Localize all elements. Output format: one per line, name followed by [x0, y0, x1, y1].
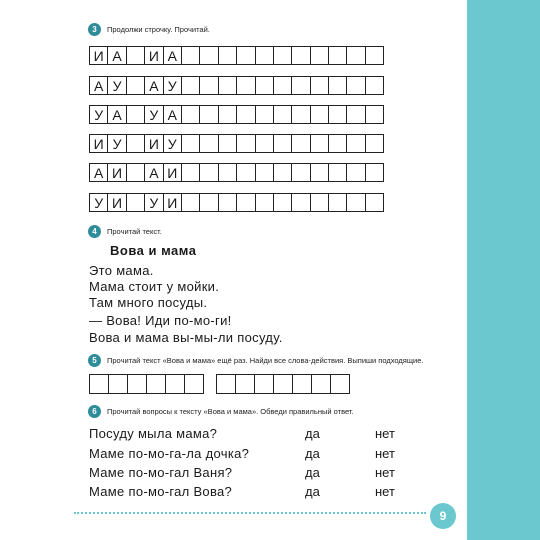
answer-no[interactable]: нет: [375, 484, 395, 499]
grid-cell[interactable]: [273, 76, 292, 95]
grid-cell[interactable]: [346, 163, 365, 182]
answer-box[interactable]: [184, 374, 204, 394]
grid-cell[interactable]: У: [107, 134, 126, 153]
grid-cell[interactable]: [346, 193, 365, 212]
grid-cell[interactable]: [365, 163, 384, 182]
grid-cell[interactable]: [310, 76, 329, 95]
grid-cell[interactable]: [291, 46, 310, 65]
grid-cell[interactable]: [181, 76, 200, 95]
grid-cell[interactable]: [218, 105, 237, 124]
grid-cell[interactable]: [236, 76, 255, 95]
grid-cell[interactable]: [181, 163, 200, 182]
grid-cell[interactable]: [328, 163, 347, 182]
grid-cell[interactable]: У: [144, 193, 163, 212]
story-line: Вова и мама вы-мы-ли посуду.: [89, 330, 283, 345]
grid-cell[interactable]: [126, 46, 145, 65]
grid-cell[interactable]: [310, 193, 329, 212]
grid-cell[interactable]: [365, 193, 384, 212]
grid-cell[interactable]: И: [144, 46, 163, 65]
grid-cell[interactable]: [255, 134, 274, 153]
grid-cell[interactable]: [328, 46, 347, 65]
task-instruction: Прочитай вопросы к тексту «Вова и мама». Обведи правильный ответ.: [107, 407, 354, 416]
grid-cell[interactable]: [365, 46, 384, 65]
grid-cell[interactable]: [255, 105, 274, 124]
grid-cell[interactable]: [291, 105, 310, 124]
task-number-badge: 5: [88, 354, 101, 367]
grid-cell[interactable]: [199, 163, 218, 182]
task-number-badge: 3: [88, 23, 101, 36]
grid-cell[interactable]: [310, 163, 329, 182]
grid-cell[interactable]: [236, 46, 255, 65]
grid-cell[interactable]: [365, 76, 384, 95]
answer-boxes-right: [216, 374, 350, 394]
grid-cell[interactable]: А: [163, 105, 182, 124]
grid-cell[interactable]: А: [107, 46, 126, 65]
grid-cell[interactable]: [199, 76, 218, 95]
grid-cell[interactable]: [236, 134, 255, 153]
grid-cell[interactable]: [199, 105, 218, 124]
grid-cell[interactable]: [291, 163, 310, 182]
grid-cell[interactable]: [199, 134, 218, 153]
grid-cell[interactable]: И: [107, 193, 126, 212]
grid-cell[interactable]: [255, 193, 274, 212]
answer-yes[interactable]: да: [305, 465, 320, 480]
grid-cell[interactable]: [255, 163, 274, 182]
grid-cell[interactable]: [218, 193, 237, 212]
grid-cell[interactable]: [181, 46, 200, 65]
grid-cell[interactable]: У: [107, 76, 126, 95]
grid-cell[interactable]: А: [144, 163, 163, 182]
task-instruction: Продолжи строчку. Прочитай.: [107, 25, 210, 34]
grid-cell[interactable]: [310, 46, 329, 65]
grid-cell[interactable]: [346, 105, 365, 124]
answer-box[interactable]: [235, 374, 255, 394]
answer-yes[interactable]: да: [305, 484, 320, 499]
dotted-divider: [74, 512, 426, 514]
grid-cell[interactable]: [181, 134, 200, 153]
grid-cell[interactable]: И: [89, 134, 108, 153]
task-4-header: [88, 225, 162, 238]
answer-box[interactable]: [311, 374, 331, 394]
grid-cell[interactable]: А: [89, 163, 108, 182]
grid-cell[interactable]: [126, 193, 145, 212]
grid-cell[interactable]: [365, 134, 384, 153]
grid-cell[interactable]: У: [144, 105, 163, 124]
grid-cell[interactable]: [236, 193, 255, 212]
grid-cell[interactable]: А: [144, 76, 163, 95]
grid-row: [89, 134, 384, 153]
grid-cell[interactable]: [126, 163, 145, 182]
answer-box[interactable]: [292, 374, 312, 394]
grid-row: [89, 76, 384, 95]
grid-cell[interactable]: [346, 76, 365, 95]
grid-cell[interactable]: [126, 105, 145, 124]
grid-cell[interactable]: [218, 134, 237, 153]
grid-cell[interactable]: А: [163, 46, 182, 65]
grid-cell[interactable]: И: [89, 46, 108, 65]
grid-cell[interactable]: [273, 163, 292, 182]
answer-box[interactable]: [165, 374, 185, 394]
grid-cell[interactable]: [199, 46, 218, 65]
page-number: 9: [430, 503, 456, 529]
grid-cell[interactable]: [181, 105, 200, 124]
task-6-header: [88, 405, 354, 418]
task-instruction: Прочитай текст «Вова и мама» ещё раз. Найди все слова-действия. Выпиши подходящие.: [107, 356, 424, 365]
grid-cell[interactable]: [218, 76, 237, 95]
story-title: Вова и мама: [110, 243, 197, 258]
answer-no[interactable]: нет: [375, 446, 395, 461]
answer-boxes-left: [89, 374, 204, 394]
grid-cell[interactable]: И: [107, 163, 126, 182]
grid-cell[interactable]: И: [163, 163, 182, 182]
question-text: Маме по-мо-гал Вова?: [89, 484, 233, 499]
question-text: Маме по-мо-га-ла дочка?: [89, 446, 250, 461]
grid-cell[interactable]: У: [89, 193, 108, 212]
grid-cell[interactable]: [328, 134, 347, 153]
grid-cell[interactable]: [273, 46, 292, 65]
answer-box[interactable]: [146, 374, 166, 394]
grid-cell[interactable]: А: [107, 105, 126, 124]
grid-cell[interactable]: [310, 134, 329, 153]
grid-cell[interactable]: [236, 163, 255, 182]
answer-box[interactable]: [108, 374, 128, 394]
grid-cell[interactable]: [255, 46, 274, 65]
question-text: Посуду мыла мама?: [89, 426, 218, 441]
grid-cell[interactable]: У: [163, 76, 182, 95]
answer-no[interactable]: нет: [375, 426, 395, 441]
grid-cell[interactable]: [126, 76, 145, 95]
grid-cell[interactable]: [291, 76, 310, 95]
story-line: — Вова! Иди по-мо-ги!: [89, 313, 232, 328]
grid-cell[interactable]: [346, 46, 365, 65]
grid-cell[interactable]: [218, 46, 237, 65]
answer-box[interactable]: [89, 374, 109, 394]
answer-yes[interactable]: да: [305, 446, 320, 461]
grid-cell[interactable]: [291, 134, 310, 153]
answer-no[interactable]: нет: [375, 465, 395, 480]
grid-cell[interactable]: [273, 193, 292, 212]
grid-cell[interactable]: А: [89, 76, 108, 95]
story-line: Там много посуды.: [89, 295, 208, 310]
grid-cell[interactable]: У: [89, 105, 108, 124]
grid-cell[interactable]: [218, 163, 237, 182]
grid-cell[interactable]: [199, 193, 218, 212]
teal-side-band: [467, 0, 540, 540]
task-instruction: Прочитай текст.: [107, 227, 162, 236]
grid-cell[interactable]: [328, 193, 347, 212]
grid-cell[interactable]: [255, 76, 274, 95]
story-line: Мама стоит у мойки.: [89, 279, 220, 294]
grid-cell[interactable]: [310, 105, 329, 124]
question-text: Маме по-мо-гал Ваня?: [89, 465, 233, 480]
grid-cell[interactable]: [126, 134, 145, 153]
grid-cell[interactable]: И: [144, 134, 163, 153]
story-line: Это мама.: [89, 263, 154, 278]
task-3-header: [88, 23, 210, 36]
answer-box[interactable]: [330, 374, 350, 394]
grid-row: [89, 193, 384, 212]
task-number-badge: 4: [88, 225, 101, 238]
grid-row: [89, 46, 384, 65]
grid-cell[interactable]: [328, 105, 347, 124]
grid-row: [89, 163, 384, 182]
grid-cell[interactable]: [328, 76, 347, 95]
answer-box[interactable]: [254, 374, 274, 394]
grid-cell[interactable]: [346, 134, 365, 153]
answer-box[interactable]: [127, 374, 147, 394]
grid-cell[interactable]: [273, 105, 292, 124]
grid-cell[interactable]: [273, 134, 292, 153]
answer-box[interactable]: [273, 374, 293, 394]
task-5-header: [88, 354, 423, 367]
answer-yes[interactable]: да: [305, 426, 320, 441]
grid-cell[interactable]: [236, 105, 255, 124]
grid-cell[interactable]: [365, 105, 384, 124]
task-number-badge: 6: [88, 405, 101, 418]
grid-cell[interactable]: У: [163, 134, 182, 153]
grid-cell[interactable]: И: [163, 193, 182, 212]
answer-box[interactable]: [216, 374, 236, 394]
grid-cell[interactable]: [181, 193, 200, 212]
grid-cell[interactable]: [291, 193, 310, 212]
grid-row: [89, 105, 384, 124]
